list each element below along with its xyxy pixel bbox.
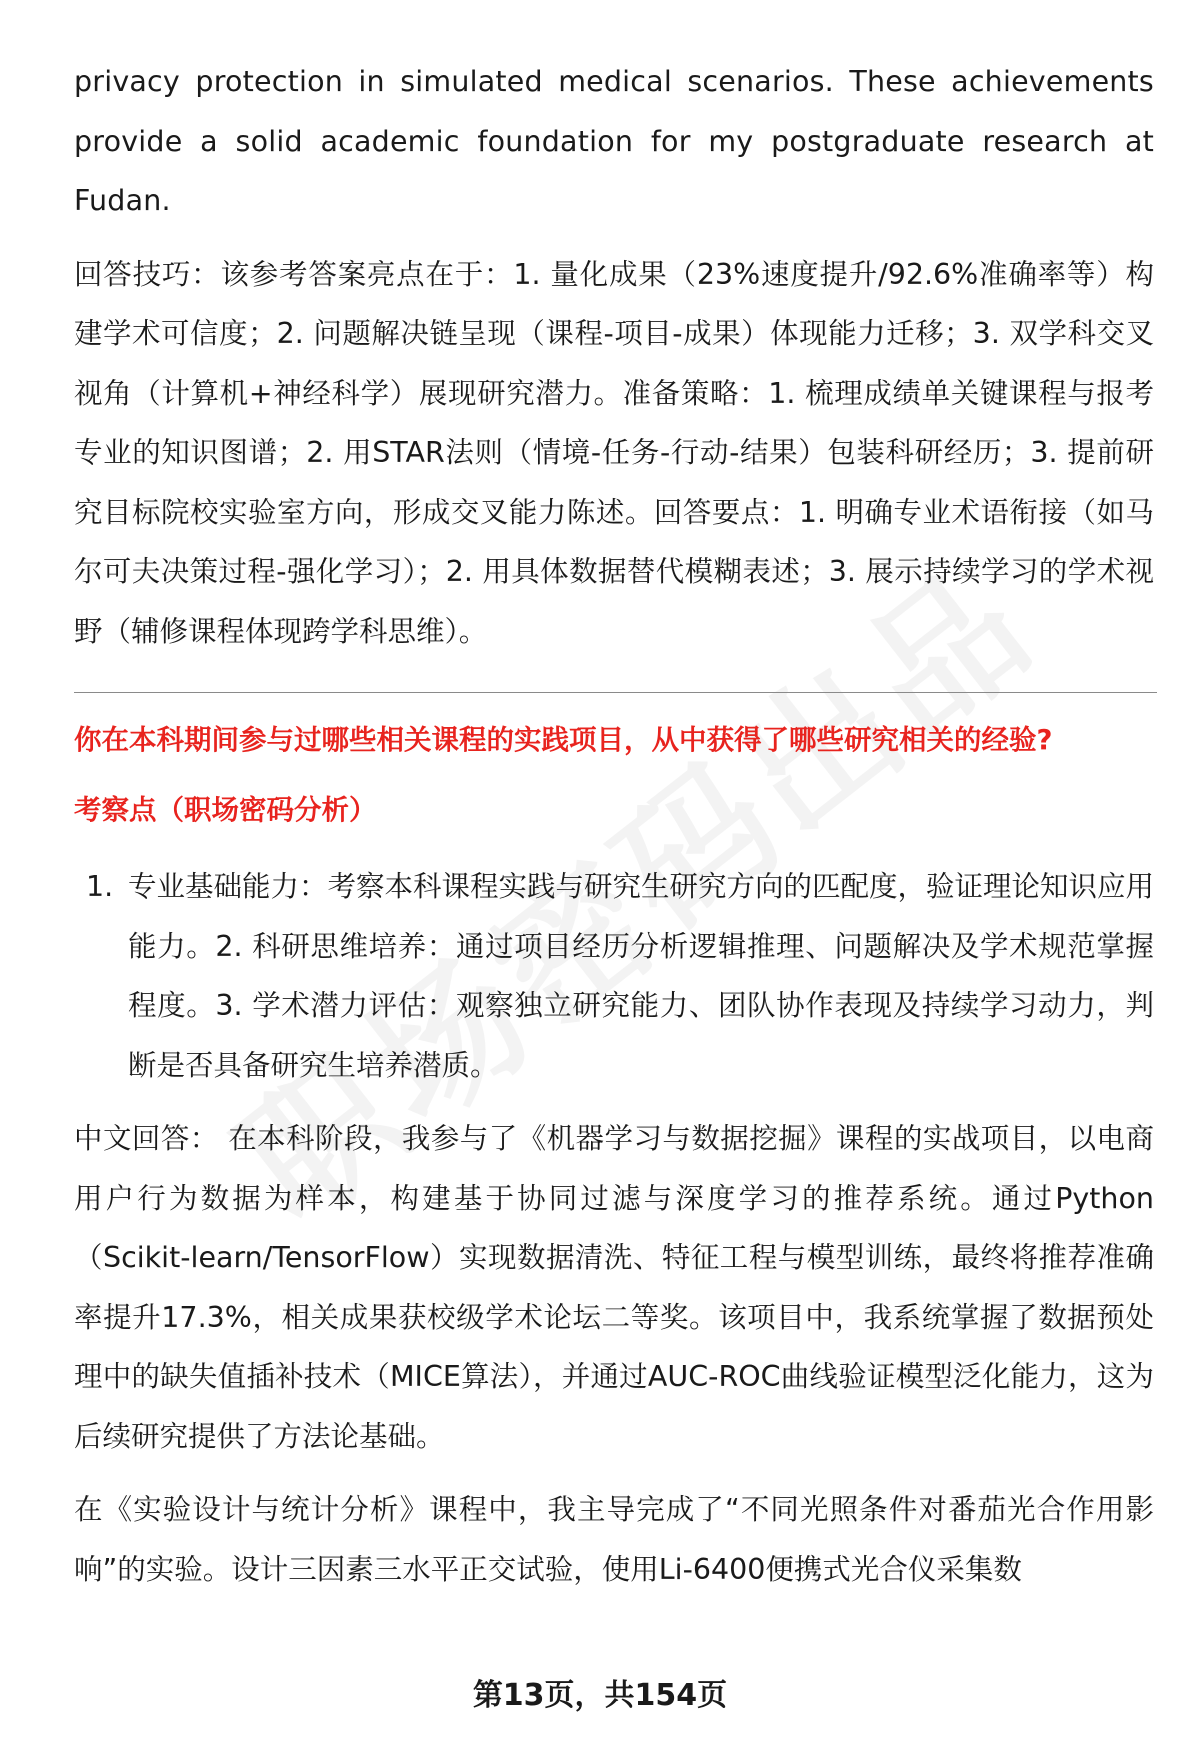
list-item-text: 专业基础能力：考察本科课程实践与研究生研究方向的匹配度，验证理论知识应用能力。2. 科研思维培养：通过项目经历分析逻辑推理、问题解决及学术规范掌握程度。3. 学术潜力评估：观察独立研究能力、团队协作表现及持续学习动力，判断是否具备研究生培养潜质。 bbox=[128, 870, 1155, 1082]
page-content bbox=[74, 52, 1154, 1599]
second-answer-paragraph: 在《实验设计与统计分析》课程中，我主导完成了“不同光照条件对番茄光合作用影响”的实验。设计三因素三水平正交试验，使用Li-6400便携式光合仪采集数 bbox=[74, 1493, 1154, 1586]
assessment-subtitle: 考察点（职场密码分析） bbox=[74, 794, 377, 826]
page-number-footer: 第13页，共154页 bbox=[472, 1678, 728, 1713]
assessment-points-list bbox=[74, 857, 1154, 1095]
chinese-answer-paragraph: 中文回答： 在本科阶段，我参与了《机器学习与数据挖掘》课程的实战项目，以电商用户行为数据为样本，构建基于协同过滤与深度学习的推荐系统。通过Python（Scikit-learn/TensorFlow）实现数据清洗、特征工程与模型训练，最终将推荐准确率提升17.3%，相关成果获校级学术论坛二等奖。该项目中，我系统掌握了数据预处理中的缺失值插补技术（MICE算法），并通过AUC-ROC曲线验证模型泛化能力，这为后续研究提供了方法论基础。 bbox=[74, 1122, 1154, 1453]
question-title: 你在本科期间参与过哪些相关课程的实践项目，从中获得了哪些研究相关的经验? bbox=[74, 724, 1053, 756]
list-number: 1. bbox=[86, 870, 114, 903]
intro-paragraph: privacy protection in simulated medical scenarios. These achievements provide a solid academic foundation for my postgraduate research at Fudan. bbox=[74, 65, 1154, 217]
section-divider bbox=[74, 692, 1157, 693]
answer-tips-paragraph: 回答技巧：该参考答案亮点在于：1. 量化成果（23%速度提升/92.6%准确率等）构建学术可信度；2. 问题解决链呈现（课程-项目-成果）体现能力迁移；3. 双学科交叉视角（计算机+神经科学）展现研究潜力。准备策略：1. 梳理成绩单关键课程与报考专业的知识图谱；2. 用STAR法则（情境-任务-行动-结果）包装科研经历；3. 提前研究目标院校实验室方向，形成交叉能力陈述。回答要点：1. 明确专业术语衔接（如马尔可夫决策过程-强化学习）；2. 用具体数据替代模糊表述；3. 展示持续学习的学术视野（辅修课程体现跨学科思维）。 bbox=[74, 257, 1154, 648]
list-item bbox=[74, 857, 1154, 1095]
